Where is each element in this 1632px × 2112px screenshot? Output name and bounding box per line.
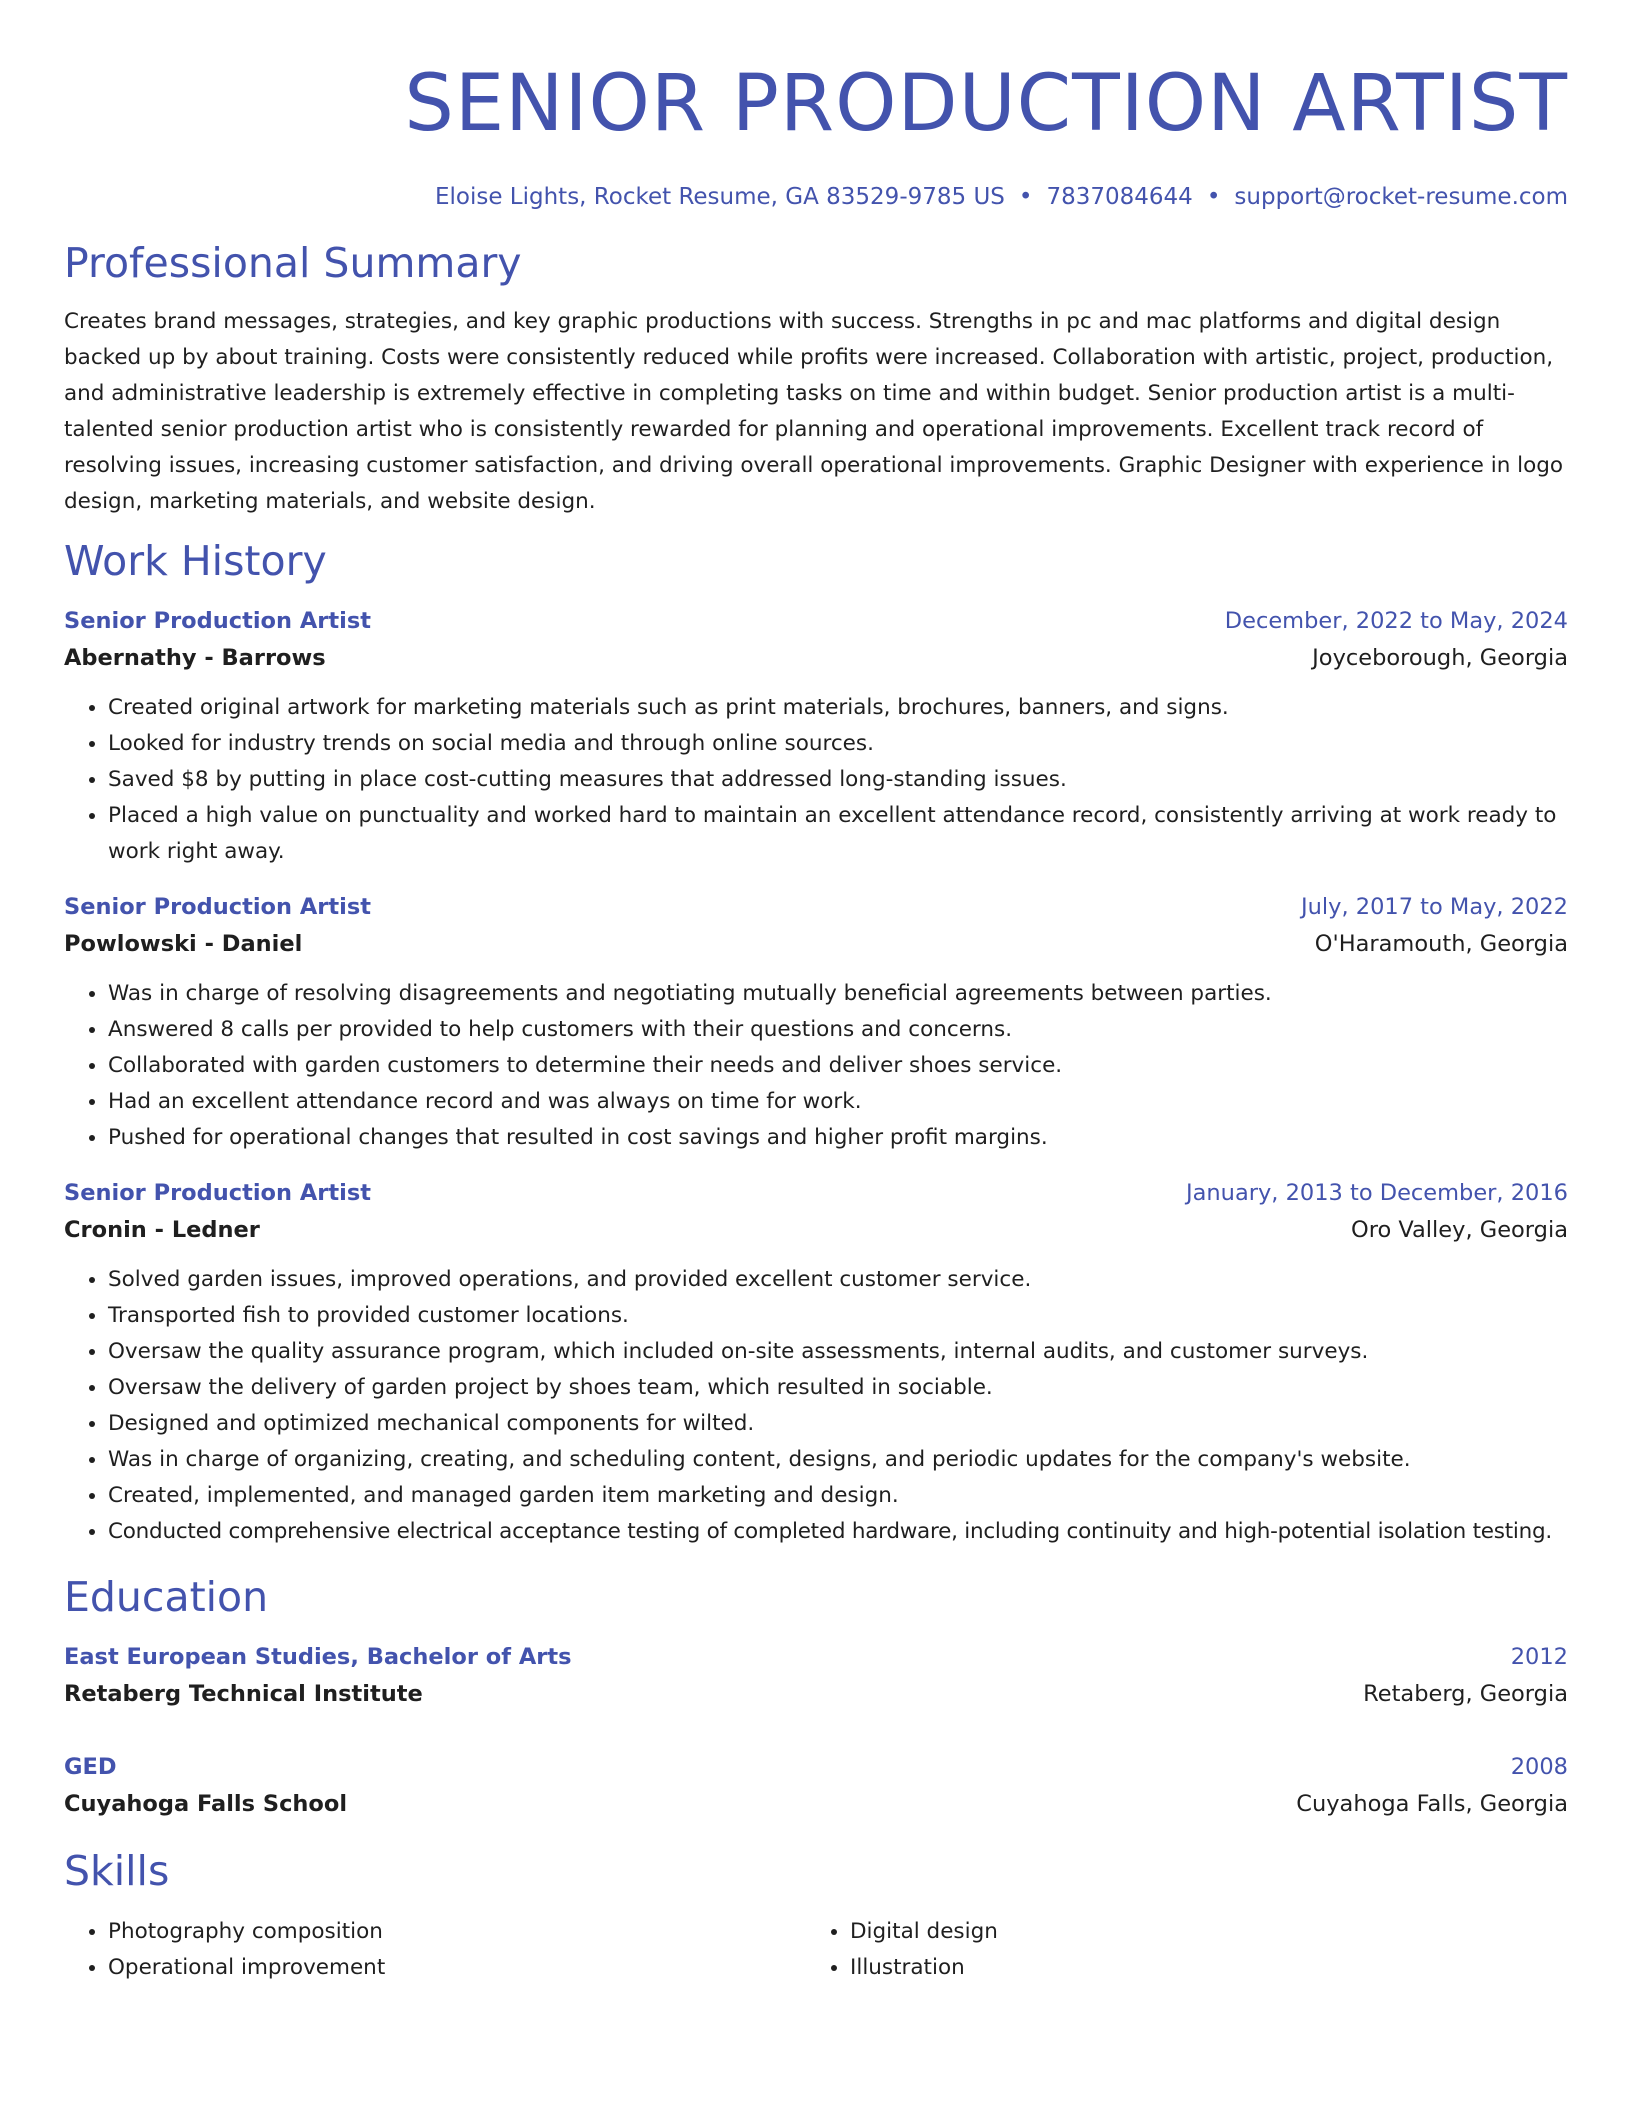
job-role: Senior Production Artist bbox=[64, 894, 371, 920]
resume-page bbox=[64, 0, 1568, 1986]
list-item: • Collaborated with garden customers to determine their needs and deliver shoes service. bbox=[108, 1048, 1568, 1084]
list-item: • Created, implemented, and managed garden item marketing and design. bbox=[108, 1478, 1568, 1514]
list-item: • Pushed for operational changes that resulted in cost savings and higher profit margins. bbox=[108, 1120, 1568, 1156]
education-entry bbox=[64, 1640, 1568, 1714]
job-company: Cronin - Ledner bbox=[64, 1217, 260, 1243]
section-heading-skills: Skills bbox=[64, 1847, 170, 1895]
education-entry bbox=[64, 1750, 1568, 1824]
job-location: Oro Valley, Georgia bbox=[1350, 1217, 1568, 1243]
education-location: Cuyahoga Falls, Georgia bbox=[1296, 1791, 1568, 1817]
summary-text: Creates brand messages, strategies, and key graphic productions with success. Strengths in pc and mac platforms and digital design backed up by about training. Costs were consistently reduced while profits were increased. Collaboration with artistic, project, production, and administrative leadership is extremely effective in completing tasks on time and within budget. Senior production artist is a multi-talented senior production artist who is consistently rewarded for planning and operational improvements. Excellent track record of resolving issues, increasing customer satisfaction, and driving overall operational improvements. Graphic Designer with experience in logo design, marketing materials, and website design. bbox=[64, 309, 1564, 514]
skills-column-left bbox=[64, 1914, 806, 1986]
list-item: • Was in charge of resolving disagreements and negotiating mutually beneficial agreements between parties. bbox=[108, 976, 1568, 1012]
job-location: Joyceborough, Georgia bbox=[1312, 645, 1568, 671]
list-item: • Oversaw the delivery of garden project by shoes team, which resulted in sociable. bbox=[108, 1370, 1568, 1406]
list-item: • Oversaw the quality assurance program, which included on-site assessments, internal audits, and customer surveys. bbox=[108, 1334, 1568, 1370]
job-entry bbox=[64, 1176, 1568, 1550]
contact-phone: 7837084644 bbox=[1046, 184, 1193, 210]
job-dates: January, 2013 to December, 2016 bbox=[1186, 1180, 1568, 1206]
education-location: Retaberg, Georgia bbox=[1363, 1681, 1568, 1707]
skill-item: • Digital design bbox=[850, 1914, 1548, 1950]
list-item: • Conducted comprehensive electrical acceptance testing of completed hardware, including continuity and high-potential isolation testing. bbox=[108, 1514, 1568, 1550]
resume-title: SENIOR PRODUCTION ARTIST bbox=[404, 59, 1568, 149]
list-item: • Had an excellent attendance record and was always on time for work. bbox=[108, 1084, 1568, 1120]
job-role: Senior Production Artist bbox=[64, 1180, 371, 1206]
contact-email: support@rocket-resume.com bbox=[1234, 184, 1568, 210]
education-year: 2008 bbox=[1510, 1754, 1568, 1780]
job-entry bbox=[64, 604, 1568, 870]
skill-item: • Illustration bbox=[850, 1950, 1548, 1986]
job-dates: December, 2022 to May, 2024 bbox=[1224, 608, 1568, 634]
list-item: • Answered 8 calls per provided to help customers with their questions and concerns. bbox=[108, 1012, 1568, 1048]
job-company: Abernathy - Barrows bbox=[64, 645, 326, 671]
job-bullets bbox=[64, 976, 1568, 1156]
education-school: Cuyahoga Falls School bbox=[64, 1791, 348, 1817]
list-item: • Transported fish to provided customer locations. bbox=[108, 1298, 1568, 1334]
list-item: • Created original artwork for marketing materials such as print materials, brochures, banners, and signs. bbox=[108, 690, 1568, 726]
skill-item: • Photography composition bbox=[108, 1914, 806, 1950]
job-location: O'Haramouth, Georgia bbox=[1314, 931, 1568, 957]
education-degree: GED bbox=[64, 1754, 117, 1780]
job-company: Powlowski - Daniel bbox=[64, 931, 303, 957]
list-item: • Was in charge of organizing, creating, and scheduling content, designs, and periodic updates for the company's website. bbox=[108, 1442, 1568, 1478]
job-bullets bbox=[64, 690, 1568, 870]
section-heading-summary: Professional Summary bbox=[64, 239, 522, 287]
list-item: • Placed a high value on punctuality and worked hard to maintain an excellent attendance record, consistently arriving at work ready to work right away. bbox=[108, 798, 1568, 870]
contact-address: Eloise Lights, Rocket Resume, GA 83529-9785 US bbox=[434, 184, 1005, 210]
section-heading-education: Education bbox=[64, 1573, 269, 1621]
job-bullets bbox=[64, 1262, 1568, 1550]
contact-separator: • bbox=[1018, 184, 1033, 210]
skill-item: • Operational improvement bbox=[108, 1950, 806, 1986]
education-year: 2012 bbox=[1510, 1644, 1568, 1670]
education-school: Retaberg Technical Institute bbox=[64, 1681, 423, 1707]
job-dates: July, 2017 to May, 2022 bbox=[1300, 894, 1568, 920]
job-entry bbox=[64, 890, 1568, 1156]
list-item: • Solved garden issues, improved operations, and provided excellent customer service. bbox=[108, 1262, 1568, 1298]
skills-column-right bbox=[806, 1914, 1548, 1986]
list-item: • Designed and optimized mechanical components for wilted. bbox=[108, 1406, 1568, 1442]
education-degree: East European Studies, Bachelor of Arts bbox=[64, 1644, 572, 1670]
job-role: Senior Production Artist bbox=[64, 608, 371, 634]
section-heading-work-history: Work History bbox=[64, 537, 327, 585]
contact-line bbox=[64, 182, 1568, 212]
list-item: • Looked for industry trends on social media and through online sources. bbox=[108, 726, 1568, 762]
contact-separator: • bbox=[1206, 184, 1221, 210]
skills-list bbox=[64, 1914, 1568, 1986]
list-item: • Saved $8 by putting in place cost-cutting measures that addressed long-standing issues. bbox=[108, 762, 1568, 798]
